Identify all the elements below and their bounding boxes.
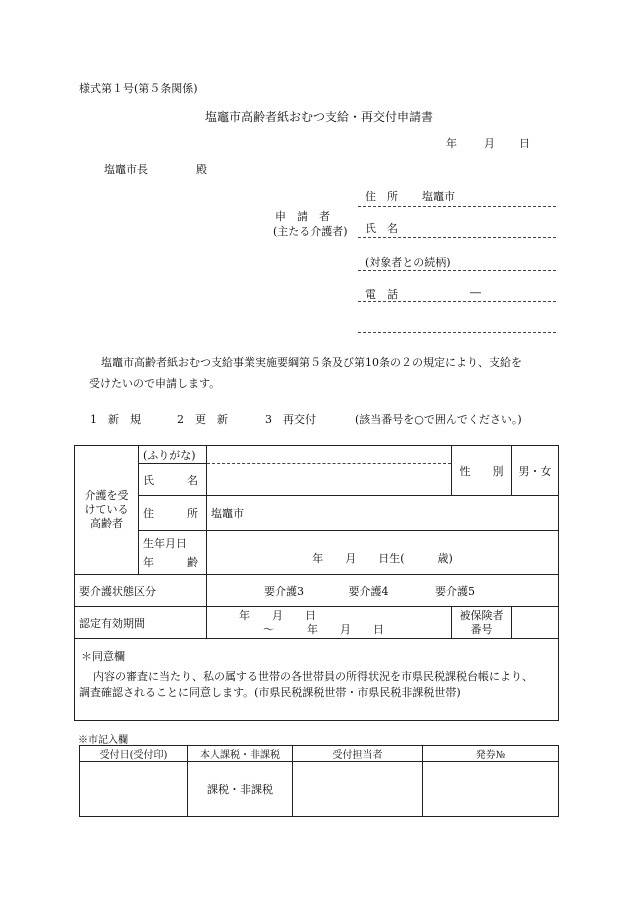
applicant-extra-line[interactable] (358, 332, 556, 333)
main-table (74, 445, 559, 721)
col-ticket-no: 発券№ (423, 746, 559, 762)
body-text-2: 受けたいので申請します。 (89, 377, 221, 390)
applicant-phone-line[interactable] (358, 301, 556, 302)
applicant-relation-label: (対象者との続柄) (365, 256, 451, 269)
applicant-phone-separator: ― (470, 286, 481, 299)
insured-label-1: 被保険者 (459, 608, 504, 622)
sex-value[interactable]: 男・女 (512, 446, 559, 496)
birth-label-2: 年 齢 (143, 555, 198, 569)
consent-title: ＊同意欄 (81, 650, 125, 663)
body-text-1: 塩竈市高齢者紙おむつ支給事業実施要綱第５条及び第10条の２の規定により、支給を (101, 356, 522, 369)
applicant-address-value[interactable]: 塩竈市 (422, 190, 455, 203)
furigana-label: (ふりがな) (139, 446, 207, 464)
form-title: 塩竈市高齢者紙おむつ支給・再交付申請書 (205, 110, 434, 124)
city-table (79, 745, 559, 817)
col-receipt-date: 受付日(受付印) (80, 746, 188, 762)
birth-label-1: 生年月日 (143, 536, 187, 550)
elderly-name-label: 氏 名 (139, 464, 207, 496)
addressee-name: 塩竈市長 (104, 163, 148, 176)
furigana-field[interactable] (207, 446, 452, 464)
applicant-address-line (358, 206, 556, 207)
cert-period-label: 認定有効期間 (75, 607, 207, 639)
care-level-field[interactable] (207, 575, 559, 607)
consent-section (75, 639, 559, 721)
elderly-address-field[interactable]: 塩竈市 (207, 496, 559, 531)
care-level-label: 要介護状態区分 (75, 575, 207, 607)
elderly-address-label: 住 所 (139, 496, 207, 531)
addressee-honorific: 殿 (196, 163, 207, 176)
date-day: 日 (519, 137, 530, 150)
staff-cell[interactable] (293, 762, 423, 817)
option-reissue[interactable]: 3 再交付 (265, 413, 316, 426)
applicant-name-label: 氏 名 (365, 222, 398, 235)
birth-field[interactable] (207, 531, 559, 575)
date-month: 月 (484, 137, 495, 150)
care-level-4[interactable]: 要介護4 (348, 584, 389, 598)
cert-period-field[interactable] (207, 607, 452, 639)
sex-label: 性 別 (452, 446, 512, 496)
option-renew[interactable]: 2 更 新 (177, 413, 228, 426)
applicant-phone-label: 電 話 (365, 288, 398, 301)
insured-number-label (452, 607, 512, 639)
elderly-name-field[interactable] (207, 464, 452, 496)
consent-text-2: 調査確認されることに同意します。(市県民税課税世帯・市県民税非課税世帯) (79, 686, 461, 699)
birth-label (139, 531, 207, 575)
applicant-name-line[interactable] (358, 237, 556, 238)
elderly-group-text: 介護を受けている高齢者 (84, 489, 129, 530)
consent-text-1: 内容の審査に当たり、私の属する世帯の各世帯員の所得状況を市県民税課税台帳により、 (93, 670, 533, 683)
col-tax-status: 本人課税・非課税 (188, 746, 293, 762)
option-new[interactable]: 1 新 規 (90, 413, 141, 426)
applicant-label: 申 請 者 (275, 210, 330, 223)
col-staff: 受付担当者 (293, 746, 423, 762)
applicant-relation-line[interactable] (358, 270, 556, 271)
ticket-no-cell[interactable] (423, 762, 559, 817)
applicant-sublabel: (主たる介護者) (273, 225, 348, 238)
tax-status-cell[interactable]: 課税・非課税 (188, 762, 293, 817)
option-note: (該当番号を○で囲んでください。) (355, 413, 522, 426)
cert-from: 年 月 日 (239, 608, 316, 622)
cert-to: ～ 年 月 日 (263, 622, 384, 636)
date-year: 年 (446, 137, 457, 150)
receipt-date-cell[interactable] (80, 762, 188, 817)
applicant-address-label: 住 所 (365, 190, 398, 203)
care-level-5[interactable]: 要介護5 (435, 584, 475, 598)
insured-number-field[interactable] (512, 607, 559, 639)
insured-label-2: 番号 (470, 622, 493, 636)
elderly-group-label (75, 446, 139, 575)
care-level-3[interactable]: 要介護3 (264, 584, 304, 598)
city-section-label: ※市記入欄 (78, 735, 128, 746)
form-number: 様式第１号(第５条関係) (79, 82, 198, 95)
birth-value: 年 月 日生( 歳) (312, 551, 453, 565)
